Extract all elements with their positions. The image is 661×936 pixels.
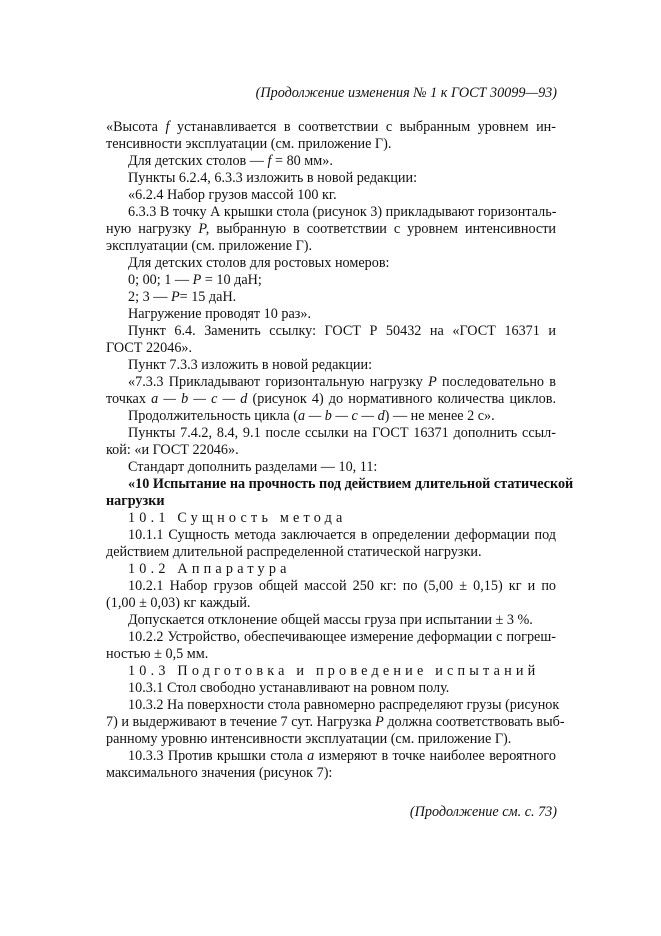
paragraph-line: Стандарт дополнить разделами — 10, 11: xyxy=(128,459,378,475)
paragraph-line: Пункт 6.4. Заменить ссылку: ГОСТ Р 50432 на «ГОСТ 16371 и xyxy=(128,323,556,339)
paragraph-line: 7) и выдерживают в течение 7 сут. Нагрузка Р должна соответствовать выб- xyxy=(106,714,565,730)
paragraph-line: эксплуатации (см. приложение Г). xyxy=(106,238,313,254)
paragraph-line: кой: «и ГОСТ 22046». xyxy=(106,442,239,458)
paragraph-line: ную нагрузку Р, выбранную в соответствии с уровнем интенсивности xyxy=(106,221,556,237)
paragraph-line: 6.3.3 В точку А крышки стола (рисунок 3) прикладывают горизонталь- xyxy=(128,204,557,220)
paragraph-line: 10.3.2 На поверхности стола равномерно распределяют грузы (рисунок xyxy=(128,697,560,713)
paragraph-line: Допускается отклонение общей массы груза при испытании ± 3 %. xyxy=(128,612,533,628)
paragraph-line: 10.3.3 Против крышки стола а измеряют в точке наиболее вероятного xyxy=(128,748,556,764)
paragraph-line: ранному уровню интенсивности эксплуатации (см. приложение Г). xyxy=(106,731,512,747)
paragraph-line: ностью ± 0,5 мм. xyxy=(106,646,209,662)
paragraph-line: Для детских столов для ростовых номеров: xyxy=(128,255,390,271)
paragraph-line: 2; 3 — Р= 15 даН. xyxy=(128,289,237,305)
paragraph-line: Продолжительность цикла (а — b — с — d) — не менее 2 с». xyxy=(128,408,495,424)
paragraph-line: тенсивности эксплуатации (см. приложение Г). xyxy=(106,136,392,152)
paragraph-line: 0; 00; 1 — Р = 10 даН; xyxy=(128,272,262,288)
subsection-heading: 10.2 Аппаратура xyxy=(128,561,291,577)
page-footer: (Продолжение см. с. 73) xyxy=(409,804,557,820)
paragraph-line: 10.2.1 Набор грузов общей массой 250 кг: по (5,00 ± 0,15) кг и по xyxy=(128,578,556,594)
page-header: (Продолжение изменения № 1 к ГОСТ 30099—93) xyxy=(255,85,557,101)
subsection-heading: 10.3 Подготовка и проведение испытаний xyxy=(128,663,540,679)
paragraph-line: действием длительной распределенной статической нагрузки. xyxy=(106,544,482,560)
paragraph-line: максимального значения (рисунок 7): xyxy=(106,765,333,781)
subsection-heading: 10.1 Сущность метода xyxy=(128,510,347,526)
paragraph-line: точках а — b — с — d (рисунок 4) до нормативного количества циклов. xyxy=(106,391,556,407)
paragraph-line: Пункты 6.2.4, 6.3.3 изложить в новой редакции: xyxy=(128,170,418,186)
paragraph-line: «Высота f устанавливается в соответствии с выбранным уровнем ин- xyxy=(106,119,556,135)
paragraph-line: Пункты 7.4.2, 8.4, 9.1 после ссылки на ГОСТ 16371 дополнить ссыл- xyxy=(128,425,556,441)
paragraph-line: Пункт 7.3.3 изложить в новой редакции: xyxy=(128,357,373,373)
section-heading: «10 Испытание на прочность под действием длительной статической xyxy=(128,476,574,492)
section-heading: нагрузки xyxy=(106,493,165,509)
paragraph-line: «6.2.4 Набор грузов массой 100 кг. xyxy=(128,187,337,203)
paragraph-line: 10.3.1 Стол свободно устанавливают на ровном полу. xyxy=(128,680,450,696)
paragraph-line: (1,00 ± 0,03) кг каждый. xyxy=(106,595,251,611)
paragraph-line: 10.1.1 Сущность метода заключается в определении деформации под xyxy=(128,527,556,543)
paragraph-line: Нагружение проводят 10 раз». xyxy=(128,306,312,322)
paragraph-line: «7.3.3 Прикладывают горизонтальную нагрузку Р последовательно в xyxy=(128,374,556,390)
paragraph-line: Для детских столов — f = 80 мм». xyxy=(128,153,333,169)
paragraph-line: ГОСТ 22046». xyxy=(106,340,193,356)
paragraph-line: 10.2.2 Устройство, обеспечивающее измерение деформации с погреш- xyxy=(128,629,556,645)
